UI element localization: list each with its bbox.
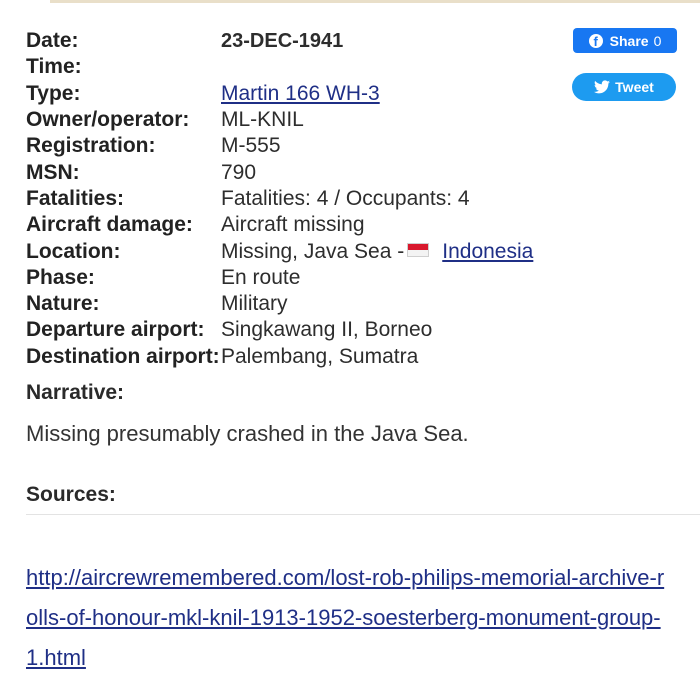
detail-value-type xyxy=(221,81,533,107)
share-count: 0 xyxy=(653,32,662,49)
detail-label: Destination airport: xyxy=(26,344,220,368)
detail-row-registration xyxy=(26,133,533,159)
tweet-label: Tweet xyxy=(615,79,654,95)
detail-row-nature xyxy=(26,291,533,317)
tweet-button[interactable] xyxy=(572,73,676,101)
detail-row-msn xyxy=(26,159,533,185)
detail-value-fatalities: Fatalities: 4 / Occupants: 4 xyxy=(221,186,470,210)
country-link[interactable]: Indonesia xyxy=(442,239,534,263)
detail-value-nature: Military xyxy=(221,292,288,316)
narrative-heading: Narrative: xyxy=(26,381,125,404)
detail-row-date xyxy=(26,28,533,54)
detail-value-time xyxy=(221,54,533,80)
share-label: Share xyxy=(609,32,649,49)
detail-value-damage: Aircraft missing xyxy=(221,213,365,237)
detail-row-location xyxy=(26,238,533,264)
detail-value-location xyxy=(221,238,533,264)
sources-heading: Sources: xyxy=(26,483,116,506)
detail-value-departure: Singkawang II, Borneo xyxy=(221,318,433,342)
detail-value-owner: ML-KNIL xyxy=(221,108,304,132)
detail-value-msn: 790 xyxy=(221,160,257,184)
detail-label: Owner/operator: xyxy=(26,108,190,132)
source-link[interactable]: http://aircrewremembered.com/lost-rob-philips-memorial-archive-rolls-of-honour-mkl-knil-1913-1952-soesterberg-monument-group-1.html xyxy=(26,565,665,670)
top-divider xyxy=(50,0,700,3)
detail-value-date: 23-DEC-1941 xyxy=(221,30,344,53)
detail-row-owner xyxy=(26,107,533,133)
sources-divider xyxy=(26,514,700,515)
detail-row-damage xyxy=(26,212,533,238)
location-text: Missing, Java Sea - xyxy=(221,239,405,263)
narrative-text: Missing presumably crashed in the Java Sea. xyxy=(26,421,469,446)
facebook-icon: f xyxy=(589,34,603,48)
twitter-bird-icon xyxy=(594,80,610,94)
detail-row-destination xyxy=(26,344,533,370)
detail-row-phase xyxy=(26,265,533,291)
detail-row-fatalities xyxy=(26,186,533,212)
detail-label: Phase: xyxy=(26,265,95,289)
detail-label: Nature: xyxy=(26,292,100,316)
accident-details-table xyxy=(26,28,533,370)
detail-label: Registration: xyxy=(26,134,156,158)
detail-value-phase: En route xyxy=(221,265,301,289)
detail-row-type xyxy=(26,81,533,107)
detail-row-departure xyxy=(26,317,533,343)
indonesia-flag-icon xyxy=(408,244,428,256)
detail-value-destination: Palembang, Sumatra xyxy=(221,344,419,368)
aircraft-type-link[interactable]: Martin 166 WH-3 xyxy=(221,81,380,105)
detail-label: Departure airport: xyxy=(26,318,205,342)
detail-label: Date: xyxy=(26,29,79,53)
detail-label: Aircraft damage: xyxy=(26,213,193,237)
facebook-share-button[interactable] xyxy=(573,28,677,53)
detail-label: Fatalities: xyxy=(26,186,125,210)
detail-label: Type: xyxy=(26,81,81,105)
detail-label: MSN: xyxy=(26,160,80,184)
detail-row-time xyxy=(26,54,533,80)
detail-value-registration: M-555 xyxy=(221,134,281,158)
detail-label: Time: xyxy=(26,55,82,79)
detail-label: Location: xyxy=(26,239,121,263)
